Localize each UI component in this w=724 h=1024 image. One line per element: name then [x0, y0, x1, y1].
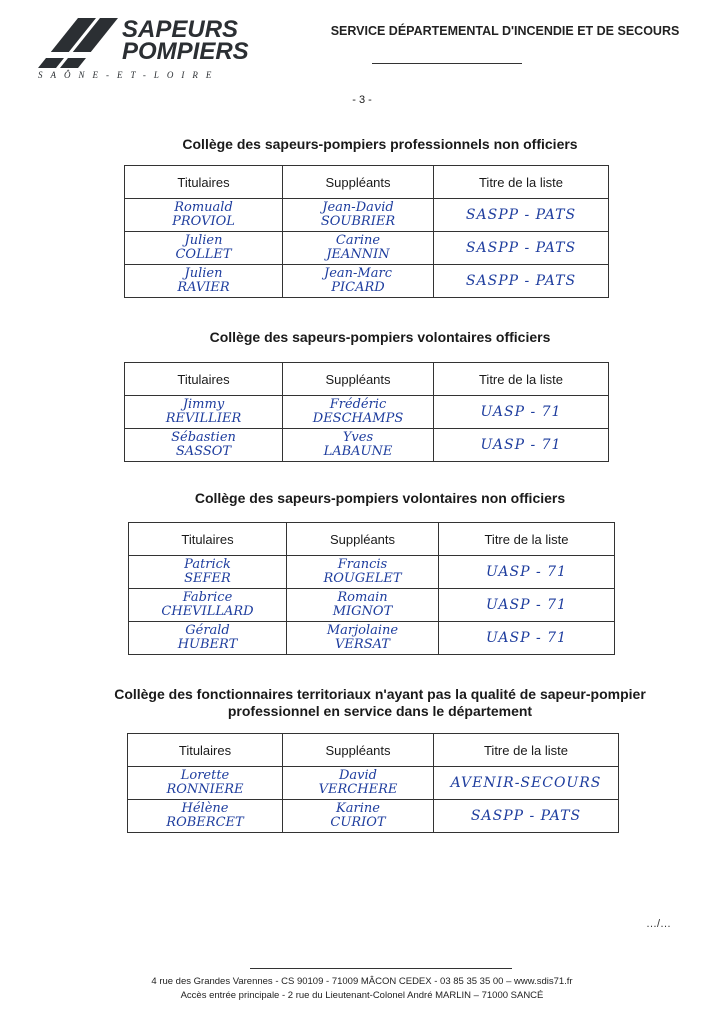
first-name: Jean-David [322, 200, 394, 215]
first-name: Hélène [181, 801, 229, 816]
footer-access: Accès entrée principale - 2 rue du Lieutenant-Colonel André MARLIN – 71000 SANCÉ [180, 990, 544, 1001]
first-name: Marjolaine [326, 623, 399, 638]
table-row [129, 589, 615, 622]
first-name: Romain [337, 590, 388, 605]
first-name: Frédéric [329, 397, 387, 412]
table-row [125, 429, 609, 462]
page-number: - 3 - [352, 94, 372, 106]
header-titulaires: Titulaires [125, 363, 283, 396]
suppleant-cell [283, 396, 434, 429]
suppleant-cell [283, 767, 434, 800]
last-name: ROUGELET [323, 571, 402, 586]
last-name: DESCHAMPS [312, 411, 404, 426]
titulaire-cell [128, 767, 283, 800]
section-title: Collège des sapeurs-pompiers volontaires officiers [209, 329, 551, 345]
last-name: CHEVILLARD [161, 604, 254, 619]
table-header-row [128, 734, 619, 767]
last-name: VERSAT [335, 637, 390, 652]
last-name: RONNIERE [166, 782, 244, 797]
first-name: Julien [184, 266, 223, 281]
first-name: Francis [337, 557, 388, 572]
liste-cell: SASPP - PATS [434, 265, 609, 298]
suppleant-cell [287, 589, 439, 622]
first-name: Julien [184, 233, 223, 248]
last-name: HUBERT [177, 637, 238, 652]
suppleant-cell [287, 556, 439, 589]
liste-cell: UASP - 71 [439, 589, 615, 622]
footer-address: 4 rue des Grandes Varennes - CS 90109 - 71009 MÂCON CEDEX - 03 85 35 35 00 – www.sdis71.fr [151, 976, 573, 987]
header-titulaires: Titulaires [125, 166, 283, 199]
first-name: Jimmy [182, 397, 225, 412]
last-name: REVILLIER [165, 411, 242, 426]
suppleant-cell [287, 622, 439, 655]
table-header-row [125, 166, 609, 199]
first-name: Lorette [180, 768, 230, 783]
liste-cell: SASPP - PATS [434, 232, 609, 265]
titulaire-cell [125, 199, 283, 232]
logo-text-sapeurs: SAPEURS [122, 16, 239, 43]
titulaire-cell [125, 265, 283, 298]
first-name: Sébastien [171, 430, 236, 445]
table-row [125, 232, 609, 265]
table-header-row [125, 363, 609, 396]
suppleant-cell [283, 800, 434, 833]
first-name: Carine [335, 233, 381, 248]
college-table [124, 165, 609, 298]
suppleant-cell [283, 232, 434, 265]
last-name: SEFER [184, 571, 231, 586]
header-titulaires: Titulaires [129, 523, 287, 556]
header-suppleants: Suppléants [287, 523, 439, 556]
first-name: Jean-Marc [324, 266, 392, 281]
titulaire-cell [129, 622, 287, 655]
suppleant-cell [283, 429, 434, 462]
footer-divider [250, 968, 512, 969]
last-name: CURIOT [330, 815, 386, 830]
titulaire-cell [125, 396, 283, 429]
college-table [124, 362, 609, 462]
table-row [125, 396, 609, 429]
liste-cell: AVENIR-SECOURS [434, 767, 619, 800]
table-row [125, 265, 609, 298]
college-table [127, 733, 619, 833]
liste-cell: SASPP - PATS [434, 199, 609, 232]
titulaire-cell [129, 556, 287, 589]
first-name: Patrick [184, 557, 231, 572]
last-name: SASSOT [175, 444, 232, 459]
header-divider [372, 63, 522, 64]
suppleant-cell [283, 199, 434, 232]
flames-logo-icon [38, 18, 118, 68]
titulaire-cell [128, 800, 283, 833]
titulaire-cell [129, 589, 287, 622]
last-name: PROVIOL [172, 214, 235, 229]
suppleant-cell [283, 265, 434, 298]
titulaire-cell [125, 232, 283, 265]
header-suppleants: Suppléants [283, 363, 434, 396]
continuation-mark: …/… [646, 918, 672, 930]
last-name: SOUBRIER [320, 214, 396, 229]
section-title: Collège des sapeurs-pompiers professionnels non officiers [182, 136, 578, 152]
table-row [129, 622, 615, 655]
last-name: MIGNOT [332, 604, 393, 619]
last-name: ROBERCET [166, 815, 244, 830]
header-liste: Titre de la liste [434, 363, 609, 396]
last-name: LABAUNE [323, 444, 393, 459]
header-suppleants: Suppléants [283, 734, 434, 767]
first-name: Gérald [185, 623, 230, 638]
header-liste: Titre de la liste [439, 523, 615, 556]
header-service-title: SERVICE DÉPARTEMENTAL D'INCENDIE ET DE SECOURS [330, 24, 680, 38]
table-header-row [129, 523, 615, 556]
sdis-logo [38, 16, 249, 86]
section-title: Collège des sapeurs-pompiers volontaires non officiers [194, 490, 566, 506]
first-name: Yves [342, 430, 374, 445]
last-name: PICARD [331, 280, 385, 295]
college-table [128, 522, 615, 655]
last-name: JEANNIN [326, 247, 390, 262]
first-name: Karine [336, 801, 380, 816]
titulaire-cell [125, 429, 283, 462]
liste-cell: UASP - 71 [439, 556, 615, 589]
header-liste: Titre de la liste [434, 734, 619, 767]
section-title: Collège des fonctionnaires territoriaux n'ayant pas la qualité de sapeur-pompier professionnel en service dans le département [114, 686, 646, 719]
table-row [128, 767, 619, 800]
table-row [128, 800, 619, 833]
last-name: COLLET [175, 247, 232, 262]
table-row [125, 199, 609, 232]
liste-cell: SASPP - PATS [434, 800, 619, 833]
liste-cell: UASP - 71 [439, 622, 615, 655]
header-liste: Titre de la liste [434, 166, 609, 199]
header-titulaires: Titulaires [128, 734, 283, 767]
logo-text-pompiers: POMPIERS [122, 38, 249, 65]
first-name: Fabrice [182, 590, 233, 605]
liste-cell: UASP - 71 [434, 429, 609, 462]
liste-cell: UASP - 71 [434, 396, 609, 429]
first-name: David [339, 768, 377, 783]
last-name: VERCHERE [318, 782, 398, 797]
first-name: Romuald [174, 200, 233, 215]
table-row [129, 556, 615, 589]
last-name: RAVIER [177, 280, 230, 295]
header-suppleants: Suppléants [283, 166, 434, 199]
logo-text-department: SAÔNE-ET-LOIRE [38, 70, 220, 80]
